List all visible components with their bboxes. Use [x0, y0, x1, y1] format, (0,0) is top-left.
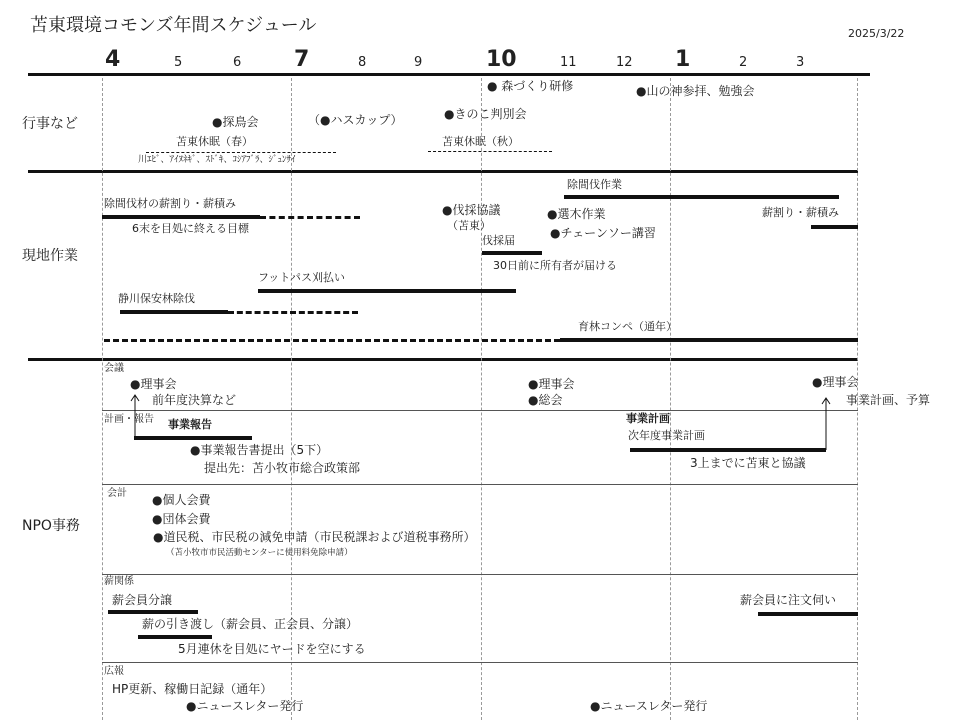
section-rule-1	[28, 170, 858, 173]
month-2: 2	[739, 55, 748, 70]
npo-plan-label: 計画・報告	[104, 414, 154, 425]
section-label-npo: NPO事務	[22, 518, 80, 534]
npo-report-submit: ●事業報告書提出（5下）	[190, 443, 329, 457]
subdivider-1	[102, 410, 858, 411]
grid-line-apr	[102, 78, 103, 720]
footpath-bar	[258, 289, 516, 293]
delivery-bar	[138, 635, 212, 639]
month-10: 10	[486, 47, 517, 72]
firewood-split-bar	[811, 225, 858, 229]
npo-fee-group: ●団体会費	[152, 512, 211, 526]
subdivider-3	[102, 574, 858, 575]
section-rule-2	[28, 358, 858, 361]
npo-board-3-note: 事業計画、予算	[846, 393, 931, 407]
field-felling-talk-sub: （苫東）	[447, 219, 491, 232]
field-felling-talk: ●伐採協議	[442, 203, 501, 217]
compe-dashed	[104, 339, 560, 342]
shizukawa-bar	[120, 310, 228, 314]
npo-report-to: 提出先：苫小牧市総合政策部	[204, 461, 361, 475]
npo-newsletter-2: ●ニュースレター発行	[590, 699, 708, 713]
month-5: 5	[174, 55, 183, 70]
npo-board-1: ●理事会	[130, 377, 177, 391]
subdivider-2	[102, 484, 858, 485]
field-footpath: フットパス刈払い	[258, 271, 346, 284]
npo-delivery: 薪の引き渡し（薪会員、正会員、分譲）	[142, 617, 359, 631]
thinning-firewood-bar	[102, 215, 260, 219]
npo-general: ●総会	[528, 393, 563, 407]
npo-tax: ●道民税、市民税の減免申請（市民税課および道税事務所）	[153, 530, 476, 544]
month-8: 8	[358, 55, 367, 70]
npo-board-2: ●理事会	[528, 377, 575, 391]
npo-order: 薪会員に注文伺い	[740, 593, 837, 607]
npo-plan-note: 3上までに苫東と協議	[690, 456, 806, 470]
field-shizukawa: 静川保安林除伐	[118, 292, 195, 305]
month-12: 12	[616, 55, 633, 70]
npo-firewood-label: 薪関係	[104, 576, 134, 587]
field-felling-notice: 伐採届	[482, 234, 515, 247]
npo-pr-label: 広報	[104, 666, 124, 677]
page-title: 苫東環境コモンズ年間スケジュール	[30, 15, 317, 36]
field-firewood-split: 薪割り・薪積み	[762, 206, 839, 219]
event-haskap: （●ハスカップ）	[308, 113, 403, 127]
npo-newsletter-1: ●ニュースレター発行	[186, 699, 304, 713]
compe-bar	[560, 338, 858, 342]
npo-plan-next: 次年度事業計画	[628, 429, 705, 442]
month-7: 7	[294, 47, 310, 72]
event-morizukuri: ● 森づくり研修	[487, 79, 574, 93]
header-rule	[28, 73, 870, 76]
rest-spring-bar	[146, 152, 336, 153]
event-rest-autumn: 苫東休眠（秋）	[442, 135, 519, 148]
field-thinning-work: 除間伐作業	[567, 178, 622, 191]
month-6: 6	[233, 55, 242, 70]
field-thinning-firewood: 除間伐材の薪割り・薪積み	[104, 197, 236, 210]
thinning-firewood-dashed	[260, 216, 360, 219]
event-kinoko: ●きのこ判別会	[444, 107, 527, 121]
month-4: 4	[105, 47, 121, 72]
npo-hp: HP更新、稼働日記録（通年）	[112, 682, 273, 696]
month-1: 1	[675, 47, 691, 72]
field-selection: ●選木作業	[547, 207, 606, 221]
plan-bar	[630, 448, 826, 452]
order-bar	[758, 612, 858, 616]
felling-notice-bar	[482, 251, 542, 255]
event-rest-spring: 苫東休眠（春）	[176, 135, 253, 148]
npo-report: 事業報告	[168, 418, 212, 431]
event-yamanokami: ●山の神参拝、勉強会	[636, 84, 755, 98]
npo-board-1-note: 前年度決算など	[152, 393, 237, 407]
field-compe: 育林コンペ（通年）	[578, 320, 677, 333]
date-stamp: 2025/3/22	[848, 27, 905, 40]
npo-delivery-note: 5月連休を目処にヤードを空にする	[178, 642, 366, 656]
shizukawa-dashed	[228, 311, 358, 314]
npo-tax-note: （苫小牧市市民活動センターに使用料免除申請）	[166, 548, 353, 558]
field-chainsaw: ●チェーンソー講習	[550, 226, 656, 240]
field-felling-notice-note: 30日前に所有者が届ける	[493, 259, 617, 272]
member-sale-bar	[108, 610, 198, 614]
npo-account-label: 会計	[107, 488, 127, 499]
event-tanchou: ●探鳥会	[212, 115, 259, 129]
grid-line-oct	[481, 78, 482, 720]
thinning-work-bar	[564, 195, 839, 199]
month-11: 11	[560, 55, 577, 70]
report-bar	[134, 436, 252, 440]
npo-meeting-label: 会議	[104, 363, 124, 374]
npo-board-3: ●理事会	[812, 375, 859, 389]
npo-member-sale: 薪会員分譲	[112, 593, 173, 607]
subdivider-4	[102, 662, 858, 663]
npo-fee-individual: ●個人会費	[152, 493, 211, 507]
section-label-events: 行事など	[22, 116, 78, 132]
month-3: 3	[796, 55, 805, 70]
section-label-field: 現地作業	[22, 248, 78, 264]
grid-line-jan	[670, 78, 671, 720]
rest-autumn-bar	[428, 151, 552, 152]
event-rest-spring-note: 川ｴﾋﾞ、ｱｲﾇﾈｷﾞ、ｽﾄﾞｷ、ｺｼｱﾌﾞﾗ、ｼﾞｭﾝｻｲ	[138, 155, 296, 165]
field-thinning-firewood-note: 6末を目処に終える目標	[132, 222, 249, 235]
month-9: 9	[414, 55, 423, 70]
npo-plan-title: 事業計画	[626, 412, 670, 425]
